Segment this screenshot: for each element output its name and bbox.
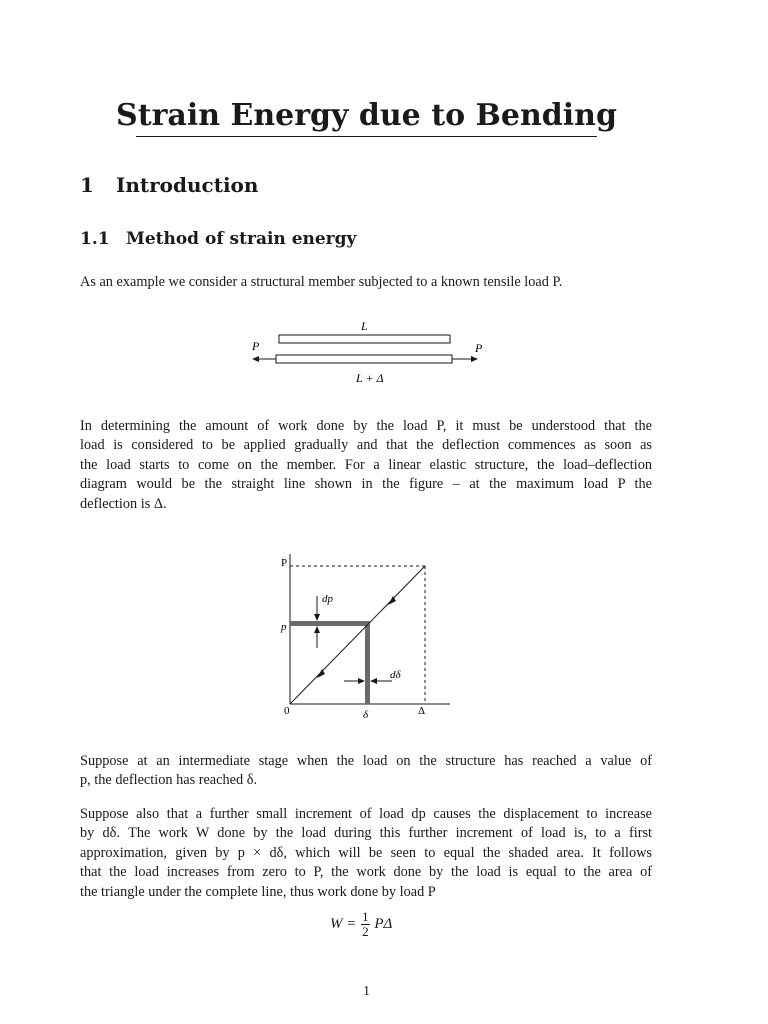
paragraph-3-line: approximation, given by p × dδ, which will be seen to equal the shaded area. It follows — [80, 844, 652, 861]
paragraph-3-line: that the load increases from zero to P, the work done by the load is equal to the area of — [80, 864, 652, 881]
load-increment-strip — [290, 621, 369, 626]
elongated-bar — [276, 355, 452, 363]
label-dp: dp — [322, 593, 333, 605]
formula-denominator: 2 — [362, 924, 369, 939]
label-ddelta: dδ — [390, 669, 401, 681]
fig1-left-label: P — [252, 339, 260, 353]
paragraph-1-line: deflection is Δ. — [80, 495, 167, 512]
label-max-load: P — [281, 557, 288, 569]
paragraph-1-line: diagram would be the straight line shown in the figure – at the maximum load P the — [80, 476, 652, 493]
page-number: 1 — [363, 984, 370, 999]
fig1-bottom-label: L + Δ — [356, 371, 384, 385]
page-title: Strain Energy due to Bending — [116, 98, 617, 133]
tension-bar-figure — [240, 314, 500, 390]
formula-lhs: W = — [330, 916, 357, 932]
paragraph-1-line: the load starts to come on the member. For a linear elastic structure, the load–deflection — [80, 456, 652, 473]
paragraph-3-line: by dδ. The work W done by the load during this further increment of load is, to a first — [80, 825, 652, 842]
dp-top-arrowhead-icon — [314, 614, 320, 621]
intro-sentence: As an example we consider a structural member subjected to a known tensile load P. — [80, 274, 563, 290]
label-max-deflection: Δ — [418, 705, 426, 717]
paragraph-1 — [80, 417, 652, 514]
paragraph-3-line: the triangle under the complete line, thus work done by load P — [80, 883, 436, 900]
paragraph-2-line: p, the deflection has reached δ. — [80, 772, 258, 789]
formula-rhs: PΔ — [374, 916, 393, 932]
title-underline — [136, 136, 597, 137]
subsection-heading — [80, 229, 356, 249]
section-number: 1 — [80, 173, 94, 197]
fig1-top-label: L — [361, 319, 368, 333]
work-formula — [330, 910, 392, 939]
deflection-increment-strip — [365, 621, 370, 704]
ddelta-left-arrowhead-icon — [358, 678, 365, 684]
formula-numerator: 1 — [362, 909, 369, 924]
paragraph-1-line: load is considered to be applied gradually and that the deflection commences as soon as — [80, 437, 652, 454]
dp-bottom-arrowhead-icon — [314, 626, 320, 633]
subsection-title: Method of strain energy — [126, 229, 357, 249]
label-load-p: p — [281, 621, 287, 633]
paragraph-3 — [80, 805, 652, 902]
left-arrowhead-icon — [252, 356, 259, 362]
label-origin: 0 — [284, 705, 290, 717]
subsection-number: 1.1 — [80, 229, 110, 249]
paragraph-1-line: In determining the amount of work done by the load P, it must be understood that the — [80, 418, 652, 434]
load-deflection-line — [290, 566, 425, 704]
fig1-right-label: P — [475, 341, 483, 355]
line-arrow-lower-icon — [317, 669, 325, 678]
paragraph-2 — [80, 752, 652, 791]
section-heading — [80, 173, 258, 197]
load-deflection-diagram — [270, 548, 460, 724]
ddelta-right-arrowhead-icon — [370, 678, 377, 684]
section-title: Introduction — [116, 173, 259, 197]
paragraph-3-line: Suppose also that a further small increment of load dp causes the displacement to increase — [80, 806, 652, 822]
label-delta: δ — [363, 709, 369, 721]
right-arrowhead-icon — [471, 356, 478, 362]
paragraph-2-line: Suppose at an intermediate stage when the load on the structure has reached a value of — [80, 753, 652, 769]
original-bar — [279, 335, 450, 343]
